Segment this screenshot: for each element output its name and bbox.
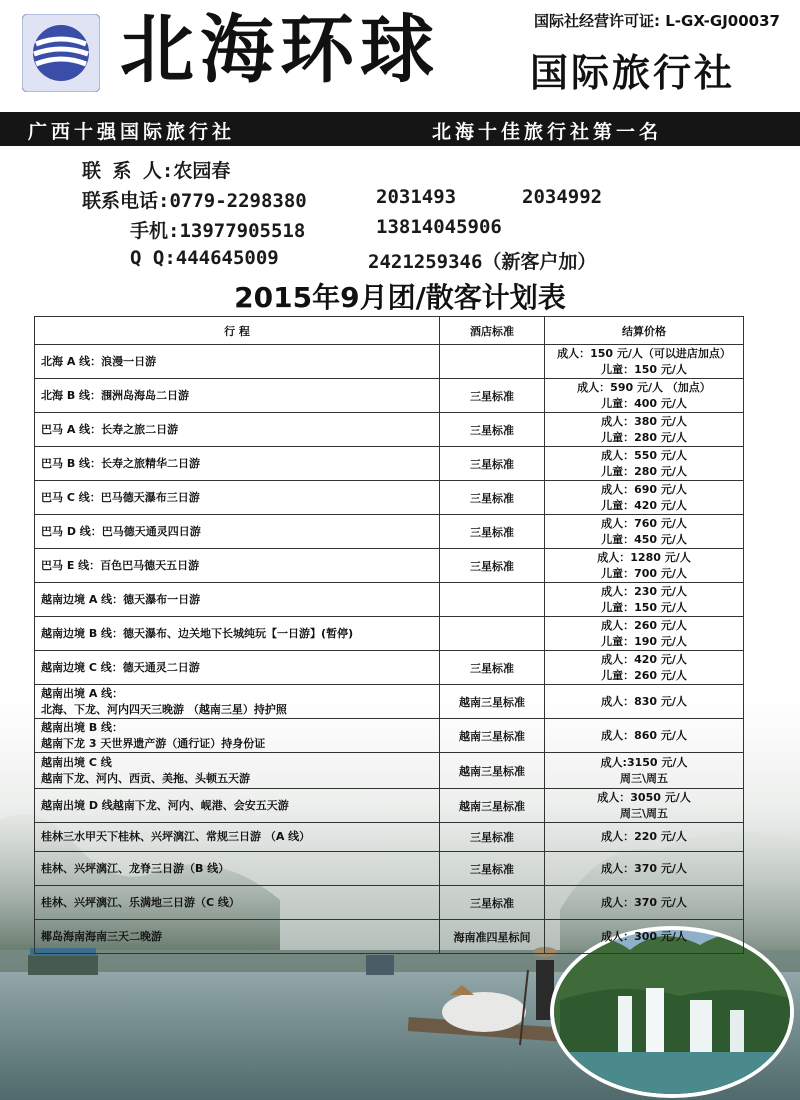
route-cell	[35, 685, 440, 719]
table-row	[35, 886, 744, 920]
plan-table	[34, 316, 744, 954]
honor-left: 广西十强国际旅行社	[28, 121, 236, 143]
route-cell	[35, 753, 440, 789]
contact-qq: Q Q:444645009	[130, 247, 279, 269]
price-text: 儿童：280 元/人	[601, 464, 687, 478]
price-cell	[545, 651, 744, 685]
price-cell	[545, 920, 744, 954]
route-text: 北海 B 线：涠洲岛海岛二日游	[41, 388, 190, 402]
price-text: 儿童：260 元/人	[601, 668, 687, 682]
price-text: 成人：690 元/人	[601, 482, 687, 496]
license-number: 国际社经营许可证: L-GX-GJ00037	[534, 12, 780, 30]
route-cell	[35, 886, 440, 920]
hotel-cell: 三星标准	[440, 447, 545, 481]
table-row	[35, 685, 744, 719]
price-text: 儿童：150 元/人	[601, 600, 687, 614]
hotel-cell	[440, 583, 545, 617]
hotel-cell: 越南三星标准	[440, 753, 545, 789]
price-text: 成人：380 元/人	[601, 414, 687, 428]
price-cell	[545, 481, 744, 515]
route-text: 桂林、兴坪漓江、乐满地三日游（C 线）	[41, 895, 240, 909]
price-text: 儿童：450 元/人	[601, 532, 687, 546]
contact-phone-3: 2034992	[522, 186, 603, 208]
price-cell	[545, 886, 744, 920]
hotel-cell: 三星标准	[440, 852, 545, 886]
price-text: 成人：230 元/人	[601, 584, 687, 598]
price-cell	[545, 852, 744, 886]
price-text: 成人：830 元/人	[601, 694, 687, 708]
hotel-cell: 三星标准	[440, 823, 545, 852]
route-cell	[35, 719, 440, 753]
contact-phone: 联系电话:0779-2298380	[82, 190, 307, 212]
price-cell	[545, 583, 744, 617]
route-cell	[35, 651, 440, 685]
table-row	[35, 379, 744, 413]
price-text: 儿童：400 元/人	[601, 396, 687, 410]
price-text: 成人：860 元/人	[601, 728, 687, 742]
price-text: 成人：370 元/人	[601, 861, 687, 875]
route-text: 越南下龙、河内、西贡、美拖、头顿五天游	[41, 771, 250, 785]
route-cell	[35, 789, 440, 823]
route-cell	[35, 413, 440, 447]
contact-info	[0, 150, 800, 280]
hotel-cell: 越南三星标准	[440, 789, 545, 823]
brand-subtitle: 国际旅行社	[530, 51, 736, 95]
price-cell	[545, 719, 744, 753]
hotel-cell: 三星标准	[440, 886, 545, 920]
route-text: 越南出境 A 线：	[41, 686, 124, 700]
price-text: 成人：3050 元/人	[597, 790, 691, 804]
hotel-cell: 海南准四星标间	[440, 920, 545, 954]
route-text: 越南出境 B 线：	[41, 720, 124, 734]
price-text: 成人:3150 元/人	[600, 755, 688, 769]
hotel-cell: 三星标准	[440, 413, 545, 447]
route-text: 巴马 A 线：长寿之旅二日游	[41, 422, 179, 436]
price-cell	[545, 379, 744, 413]
price-text: 成人：220 元/人	[601, 830, 687, 843]
price-cell	[545, 447, 744, 481]
route-text: 椰岛海南海南三天二晚游	[41, 929, 162, 943]
table-row	[35, 823, 744, 852]
table-row	[35, 753, 744, 789]
hotel-cell: 三星标准	[440, 515, 545, 549]
hotel-cell: 越南三星标准	[440, 719, 545, 753]
route-text: 巴马 E 线：百色巴马德天五日游	[41, 558, 200, 572]
price-cell	[545, 753, 744, 789]
header-price: 结算价格	[545, 317, 744, 345]
price-text: 成人：260 元/人	[601, 618, 687, 632]
table-header-row	[35, 317, 744, 345]
hotel-cell: 三星标准	[440, 379, 545, 413]
route-text: 越南边境 C 线：德天通灵二日游	[41, 660, 200, 674]
table-row	[35, 345, 744, 379]
price-text: 成人：150 元/人（可以进店加点）	[557, 346, 731, 360]
route-cell	[35, 481, 440, 515]
honor-right: 北海十佳旅行社第一名	[432, 121, 663, 143]
hotel-cell	[440, 345, 545, 379]
price-text: 儿童：150 元/人	[601, 362, 687, 376]
price-text: 儿童：420 元/人	[601, 498, 687, 512]
price-cell	[545, 617, 744, 651]
route-cell	[35, 617, 440, 651]
route-text: 巴马 B 线：长寿之旅精华二日游	[41, 456, 201, 470]
header-hotel: 酒店标准	[440, 317, 545, 345]
price-cell	[545, 345, 744, 379]
table-row	[35, 549, 744, 583]
price-text: 成人：300 元/人	[601, 929, 687, 943]
page-header	[0, 0, 800, 112]
price-cell	[545, 789, 744, 823]
globe-logo-icon	[22, 14, 100, 92]
honor-strip	[0, 112, 800, 146]
price-text: 周三\周五	[619, 771, 669, 785]
price-cell	[545, 413, 744, 447]
price-text: 成人：370 元/人	[601, 895, 687, 909]
table-row	[35, 920, 744, 954]
price-text: 成人：590 元/人 （加点）	[577, 380, 711, 394]
price-text: 儿童：280 元/人	[601, 430, 687, 444]
table-row	[35, 447, 744, 481]
contact-qq-2: 2421259346（新客户加）	[368, 251, 597, 273]
route-cell	[35, 823, 440, 852]
price-text: 成人：1280 元/人	[597, 550, 691, 564]
contact-phone-2: 2031493	[376, 186, 457, 208]
price-text: 儿童：700 元/人	[601, 566, 687, 580]
route-text: 越南出境 C 线	[41, 755, 112, 769]
price-text: 儿童：190 元/人	[601, 634, 687, 648]
table-row	[35, 852, 744, 886]
route-text: 北海 A 线：浪漫一日游	[41, 354, 157, 368]
route-text: 巴马 D 线：巴马德天通灵四日游	[41, 524, 201, 538]
route-cell	[35, 345, 440, 379]
price-text: 成人：420 元/人	[601, 652, 687, 666]
route-text: 越南下龙 3 天世界遗产游（通行证）持身份证	[41, 736, 266, 750]
hotel-cell: 三星标准	[440, 549, 545, 583]
price-cell	[545, 823, 744, 852]
route-cell	[35, 549, 440, 583]
price-text: 成人：550 元/人	[601, 448, 687, 462]
route-text: 北海、下龙、河内四天三晚游 （越南三星）持护照	[41, 702, 287, 716]
table-row	[35, 789, 744, 823]
route-text: 桂林三水甲天下桂林、兴坪漓江、常规三日游 （A 线）	[41, 830, 311, 843]
price-text: 周三\周五	[619, 806, 669, 820]
route-cell	[35, 447, 440, 481]
hotel-cell: 三星标准	[440, 651, 545, 685]
brand-main: 北海环球	[120, 7, 440, 93]
contact-mobile: 手机:13977905518	[130, 220, 306, 242]
price-text: 成人：760 元/人	[601, 516, 687, 530]
table-row	[35, 481, 744, 515]
table-row	[35, 413, 744, 447]
route-cell	[35, 379, 440, 413]
hotel-cell: 三星标准	[440, 481, 545, 515]
price-cell	[545, 549, 744, 583]
route-text: 巴马 C 线：巴马德天瀑布三日游	[41, 490, 200, 504]
header-route: 行 程	[35, 317, 440, 345]
route-cell	[35, 515, 440, 549]
hotel-cell	[440, 617, 545, 651]
contact-mobile-2: 13814045906	[376, 216, 502, 238]
table-row	[35, 719, 744, 753]
route-text: 桂林、兴坪漓江、龙脊三日游（B 线）	[41, 861, 230, 875]
table-row	[35, 617, 744, 651]
price-cell	[545, 685, 744, 719]
table-row	[35, 515, 744, 549]
page-title: 2015年9月团/散客计划表	[234, 281, 566, 314]
route-cell	[35, 920, 440, 954]
route-text: 越南出境 D 线越南下龙、河内、岘港、会安五天游	[41, 798, 289, 812]
route-cell	[35, 852, 440, 886]
route-text: 越南边境 A 线：德天瀑布一日游	[41, 592, 201, 606]
route-cell	[35, 583, 440, 617]
table-row	[35, 583, 744, 617]
table-row	[35, 651, 744, 685]
contact-person: 联 系 人:农园春	[82, 160, 231, 182]
table-body	[35, 345, 744, 954]
hotel-cell: 越南三星标准	[440, 685, 545, 719]
price-cell	[545, 515, 744, 549]
route-text: 越南边境 B 线：德天瀑布、边关地下长城纯玩【一日游】(暂停)	[41, 626, 354, 640]
